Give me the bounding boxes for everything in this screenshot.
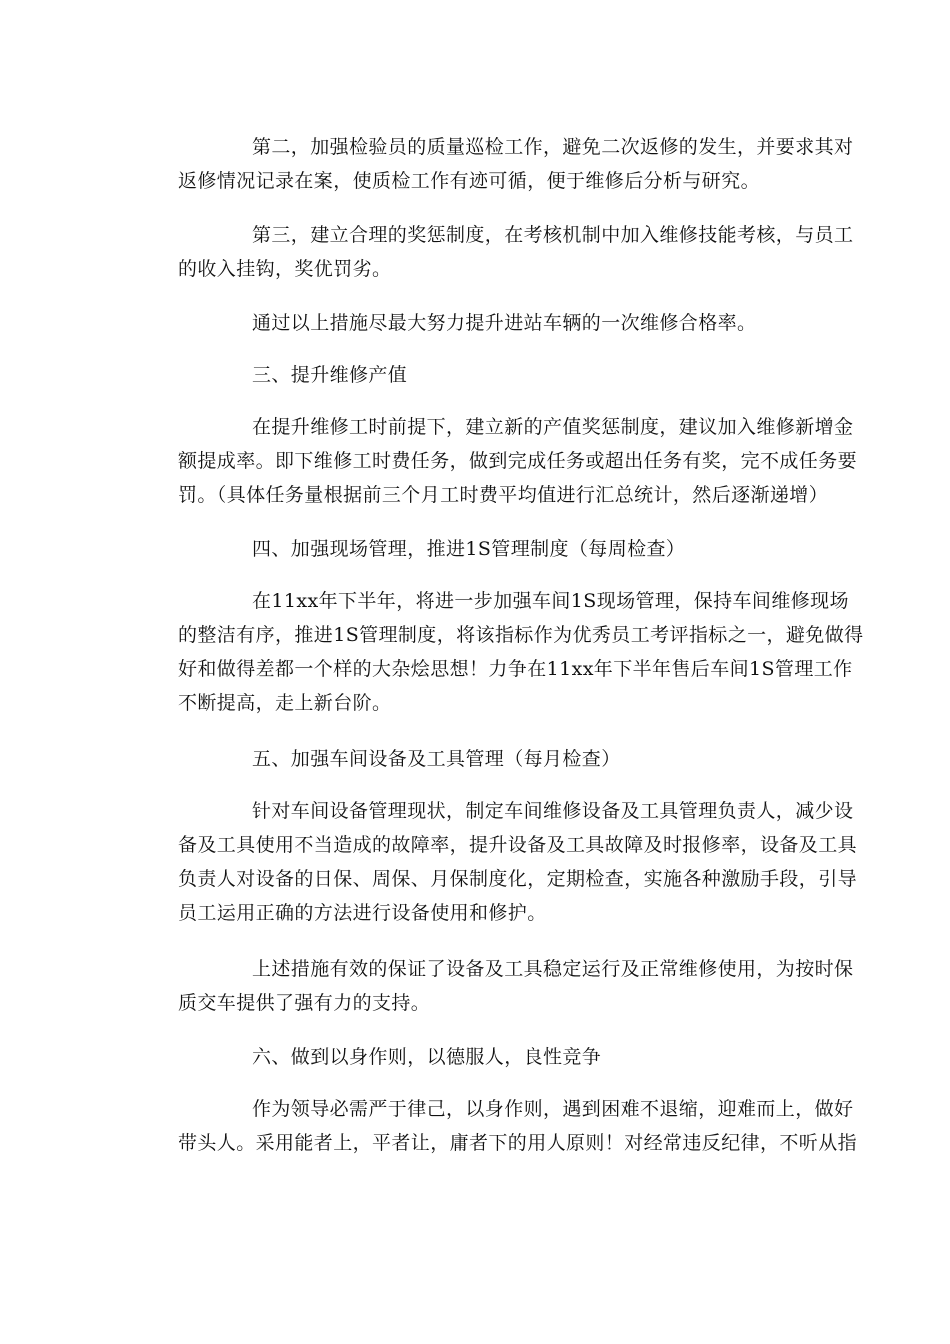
section-heading-6 <box>140 1040 820 1074</box>
section-heading-5 <box>140 742 820 776</box>
text-line: 返修情况记录在案，使质检工作有迹可循，便于维修后分析与研究。 <box>178 170 761 192</box>
paragraph-reward-system <box>140 218 854 286</box>
text-line: 备及工具使用不当造成的故障率，提升设备及工具故障及时报修率，设备及工具 <box>178 834 858 856</box>
paragraph-site-management <box>140 584 864 720</box>
text-line: 在提升维修工时前提下，建立新的产值奖惩制度，建议加入维修新增金 <box>252 416 854 438</box>
text-line: 员工运用正确的方法进行设备使用和修护。 <box>178 902 547 924</box>
text-line: 的收入挂钩，奖优罚劣。 <box>178 258 392 280</box>
text-line: 通过以上措施尽最大努力提升进站车辆的一次维修合格率。 <box>252 312 757 334</box>
text-line: 作为领导必需严于律己，以身作则，遇到困难不退缩，迎难而上，做好 <box>252 1098 854 1120</box>
heading-text: 四、加强现场管理，推进1S管理制度（每周检查） <box>252 538 686 560</box>
text-line: 额提成率。即下维修工时费任务，做到完成任务或超出任务有奖，完不成任务要 <box>178 450 858 472</box>
paragraph-equipment-management <box>140 794 858 930</box>
heading-text: 六、做到以身作则，以德服人，良性竞争 <box>252 1046 602 1068</box>
heading-text: 五、加强车间设备及工具管理（每月检查） <box>252 748 621 770</box>
text-line: 上述措施有效的保证了设备及工具稳定运行及正常维修使用，为按时保 <box>252 958 854 980</box>
paragraph-summary <box>140 306 820 340</box>
text-line: 罚。（具体任务量根据前三个月工时费平均值进行汇总统计，然后逐渐递增） <box>178 484 829 506</box>
text-line: 第二，加强检验员的质量巡检工作，避免二次返修的发生，并要求其对 <box>252 136 854 158</box>
text-line: 带头人。采用能者上，平者让，庸者下的用人原则！对经常违反纪律，不听从指 <box>178 1132 858 1154</box>
paragraph-output-value <box>140 410 858 512</box>
text-line: 负责人对设备的日保、周保、月保制度化，定期检查，实施各种激励手段，引导 <box>178 868 858 890</box>
paragraph-equipment-result <box>140 952 854 1020</box>
text-line: 第三，建立合理的奖惩制度，在考核机制中加入维修技能考核，与员工 <box>252 224 854 246</box>
section-heading-4 <box>140 532 820 566</box>
text-line: 在11xx年下半年，将进一步加强车间1S现场管理，保持车间维修现场 <box>252 590 849 612</box>
text-line: 质交车提供了强有力的支持。 <box>178 992 431 1014</box>
section-heading-3 <box>140 358 820 392</box>
paragraph-quality-inspection <box>140 130 854 198</box>
text-line: 不断提高，走上新台阶。 <box>178 692 392 714</box>
paragraph-leadership <box>140 1092 858 1160</box>
text-line: 的整洁有序，推进1S管理制度，将该指标作为优秀员工考评指标之一，避免做得 <box>178 624 864 646</box>
heading-text: 三、提升维修产值 <box>252 364 408 386</box>
text-line: 针对车间设备管理现状，制定车间维修设备及工具管理负责人，减少设 <box>252 800 854 822</box>
text-line: 好和做得差都一个样的大杂烩思想！力争在11xx年下半年售后车间1S管理工作 <box>178 658 853 680</box>
